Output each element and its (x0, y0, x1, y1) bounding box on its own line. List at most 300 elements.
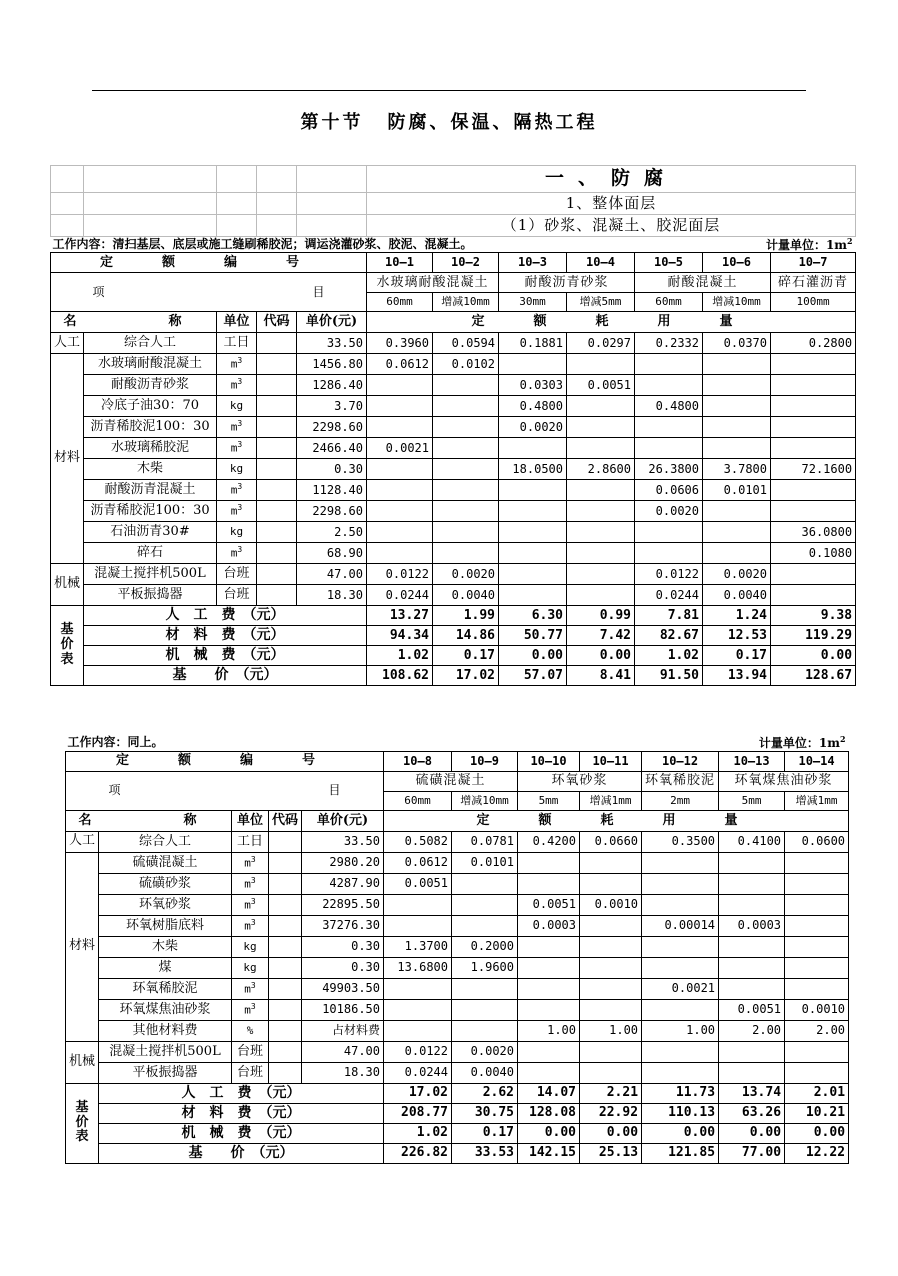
quota-code: 10—12 (642, 751, 719, 771)
quantity-cell (642, 957, 719, 978)
item-name: 环氧树脂底料 (99, 915, 232, 936)
quantity-cell: 0.0122 (635, 564, 703, 585)
quota-code: 10—4 (567, 253, 635, 273)
base-price-value: 82.67 (635, 626, 703, 646)
table-row (66, 1020, 849, 1041)
base-price-value: 110.13 (642, 1103, 719, 1123)
item-price: 33.50 (302, 831, 384, 852)
quantity-cell: 0.0101 (703, 480, 771, 501)
spec-cell: 60mm (384, 791, 452, 810)
item-price: 10186.50 (302, 999, 384, 1020)
quantity-cell (384, 915, 452, 936)
quantity-cell (719, 873, 785, 894)
table-row (51, 333, 856, 354)
quantity-cell (499, 501, 567, 522)
quantity-cell: 1.00 (518, 1020, 580, 1041)
quantity-cell (567, 585, 635, 606)
item-name: 水玻璃耐酸混凝土 (84, 354, 217, 375)
quantity-cell: 2.00 (719, 1020, 785, 1041)
quantity-cell (719, 957, 785, 978)
quantity-cell: 0.0020 (703, 564, 771, 585)
quantity-cell: 0.0020 (499, 417, 567, 438)
item-name: 硫磺砂浆 (99, 873, 232, 894)
base-price-label: 材 料 费 （元） (84, 626, 367, 646)
name-header: 名 称 (66, 810, 232, 831)
quantity-cell (367, 396, 433, 417)
quantity-cell: 0.4800 (635, 396, 703, 417)
base-price-value: 0.00 (518, 1123, 580, 1143)
item-label-b: 目 (328, 783, 341, 798)
unit-exponent: 2 (839, 735, 846, 745)
quantity-cell: 0.0781 (452, 831, 518, 852)
table-heading: 1、整体面层 (367, 193, 856, 215)
quantity-cell (703, 543, 771, 564)
table-row (51, 522, 856, 543)
quantity-cell (642, 1062, 719, 1083)
base-price-value: 33.53 (452, 1143, 518, 1163)
quantity-cell (567, 438, 635, 459)
base-price-value: 30.75 (452, 1103, 518, 1123)
quantity-cell (785, 957, 849, 978)
quantity-cell (433, 459, 499, 480)
base-price-value: 12.22 (785, 1143, 849, 1163)
table-row (66, 810, 849, 831)
table-row (66, 735, 849, 751)
unit-header: 单位 (232, 810, 269, 831)
item-name: 碎石 (84, 543, 217, 564)
quantity-cell: 0.0244 (384, 1062, 452, 1083)
quantity-cell: 0.00014 (642, 915, 719, 936)
section-title-text: 防腐、保温、隔热工程 (387, 112, 598, 133)
item-unit (232, 894, 269, 915)
item-price: 2980.20 (302, 852, 384, 873)
item-code (257, 564, 297, 585)
quantity-cell (703, 354, 771, 375)
base-price-value: 7.81 (635, 606, 703, 626)
quantity-cell: 0.1080 (771, 543, 856, 564)
group-name: 耐酸混凝土 (635, 273, 771, 293)
unit-exponent: 3 (237, 503, 243, 513)
quota-code: 10—14 (785, 751, 849, 771)
table-row (51, 459, 856, 480)
item-name: 耐酸沥青砂浆 (84, 375, 217, 396)
quantity-cell (635, 354, 703, 375)
item-unit (232, 915, 269, 936)
quantity-cell (518, 873, 580, 894)
quantity-cell: 0.0040 (433, 585, 499, 606)
grid-cell (51, 193, 84, 215)
quantity-cell (771, 375, 856, 396)
unit-text: m (230, 442, 238, 456)
table-row (66, 957, 849, 978)
item-price: 0.30 (302, 957, 384, 978)
unit-exponent: 3 (250, 896, 256, 906)
category-material (66, 852, 99, 1041)
quantity-cell (567, 543, 635, 564)
quantity-cell (642, 999, 719, 1020)
quantity-cell: 0.0297 (567, 333, 635, 354)
item-price: 2298.60 (297, 417, 367, 438)
quantity-cell (518, 1041, 580, 1062)
category-labor: 人工 (66, 831, 99, 852)
quantity-cell: 0.0612 (367, 354, 433, 375)
table-row (66, 915, 849, 936)
group-name: 水玻璃耐酸混凝土 (367, 273, 499, 293)
quantity-cell: 0.0051 (719, 999, 785, 1020)
quota-code: 10—8 (384, 751, 452, 771)
base-price-value: 1.02 (367, 646, 433, 666)
item-unit (217, 417, 257, 438)
item-name: 沥青稀胶泥100：30 (84, 417, 217, 438)
item-code (269, 1062, 302, 1083)
item-price: 37276.30 (302, 915, 384, 936)
price-header: 单价(元) (302, 810, 384, 831)
measure-unit (642, 735, 849, 751)
base-price-value: 17.02 (433, 666, 499, 686)
quantity-cell (518, 999, 580, 1020)
category-machine-label: 机械 (53, 576, 80, 592)
spec-cell: 2mm (642, 791, 719, 810)
item-price: 1128.40 (297, 480, 367, 501)
item-label-b: 目 (312, 284, 325, 299)
item-unit (217, 396, 257, 417)
spec-cell: 30mm (499, 293, 567, 312)
item-unit (232, 1020, 269, 1041)
quantity-cell (642, 894, 719, 915)
base-price-label: 机 械 费 （元） (99, 1123, 384, 1143)
base-price-value: 13.74 (719, 1083, 785, 1103)
item-price: 18.30 (297, 585, 367, 606)
category-labor: 人工 (51, 333, 84, 354)
item-price: 3.70 (297, 396, 367, 417)
quantity-cell (719, 1062, 785, 1083)
item-unit: 台班 (217, 585, 257, 606)
unit-text: m (244, 1003, 251, 1017)
quantity-cell (785, 978, 849, 999)
item-price: 0.30 (302, 936, 384, 957)
quantity-cell (580, 978, 642, 999)
quantity-cell (567, 417, 635, 438)
grid-cell (51, 215, 84, 237)
consumption-header: 定 额 耗 用 量 (367, 312, 856, 333)
table-row (51, 438, 856, 459)
base-price-label: 人 工 费 （元） (84, 606, 367, 626)
unit-text: m (244, 856, 251, 870)
base-price-value: 128.67 (771, 666, 856, 686)
quantity-cell (580, 852, 642, 873)
item-price: 1456.80 (297, 354, 367, 375)
quantity-cell: 0.0051 (384, 873, 452, 894)
quantity-cell (580, 1041, 642, 1062)
spec-cell: 增减5mm (567, 293, 635, 312)
item-name: 冷底子油30：70 (84, 396, 217, 417)
unit-exponent: 3 (237, 545, 243, 555)
section-title (0, 108, 898, 134)
table-row (51, 375, 856, 396)
quantity-cell (567, 480, 635, 501)
quantity-cell (433, 522, 499, 543)
unit-text: m (244, 877, 251, 891)
quantity-cell (703, 396, 771, 417)
quantity-cell: 0.0594 (433, 333, 499, 354)
group-name: 环氧稀胶泥 (642, 771, 719, 791)
base-price-value: 128.08 (518, 1103, 580, 1123)
group-name: 硫磺混凝土 (384, 771, 518, 791)
base-price-value: 57.07 (499, 666, 567, 686)
item-code (257, 396, 297, 417)
quantity-cell (367, 522, 433, 543)
spec-cell: 增减10mm (452, 791, 518, 810)
quantity-cell (499, 522, 567, 543)
item-code (269, 957, 302, 978)
base-price-value: 91.50 (635, 666, 703, 686)
unit-exponent: 3 (237, 419, 243, 429)
base-price-value: 0.17 (452, 1123, 518, 1143)
table-heading: （1）砂浆、混凝土、胶泥面层 (367, 215, 856, 237)
table-row (51, 543, 856, 564)
quantity-cell (499, 585, 567, 606)
unit-text: m (230, 505, 238, 519)
grid-cell (217, 166, 257, 193)
item-unit (232, 852, 269, 873)
item-unit (217, 522, 257, 543)
base-price-label: 基 价 （元） (84, 666, 367, 686)
table-row (66, 852, 849, 873)
quota-table-1 (50, 165, 856, 686)
quantity-cell (567, 354, 635, 375)
table-row (51, 273, 856, 293)
base-price-value: 0.17 (433, 646, 499, 666)
item-code (269, 852, 302, 873)
group-name: 环氧煤焦油砂浆 (719, 771, 849, 791)
quantity-cell (433, 396, 499, 417)
table-row (66, 751, 849, 771)
item-unit: 工日 (232, 831, 269, 852)
base-price-value: 208.77 (384, 1103, 452, 1123)
quantity-cell (635, 417, 703, 438)
unit-text: m (230, 421, 238, 435)
table-row (51, 354, 856, 375)
table-row (66, 831, 849, 852)
item-label (51, 273, 367, 312)
table-row (51, 666, 856, 686)
base-price-value: 1.02 (384, 1123, 452, 1143)
quantity-cell: 0.5082 (384, 831, 452, 852)
quantity-cell: 13.6800 (384, 957, 452, 978)
grid-cell (51, 166, 84, 193)
item-name: 硫磺混凝土 (99, 852, 232, 873)
unit-text: kg (243, 939, 257, 953)
quantity-cell (384, 1020, 452, 1041)
table-row (66, 1143, 849, 1163)
quantity-cell: 0.0600 (785, 831, 849, 852)
table-row (66, 771, 849, 791)
base-price-value: 63.26 (719, 1103, 785, 1123)
item-code (269, 999, 302, 1020)
item-code (269, 978, 302, 999)
category-machine-label: 机械 (68, 1053, 95, 1069)
grid-cell (297, 215, 367, 237)
quota-number-label: 定 额 编 号 (51, 253, 367, 273)
item-price: 47.00 (297, 564, 367, 585)
item-code (257, 354, 297, 375)
unit-text: m (244, 919, 251, 933)
table-row (66, 1103, 849, 1123)
quantity-cell: 0.2000 (452, 936, 518, 957)
quota-code: 10—11 (580, 751, 642, 771)
item-unit (232, 978, 269, 999)
item-name: 综合人工 (99, 831, 232, 852)
quantity-cell (384, 978, 452, 999)
item-unit (232, 957, 269, 978)
consumption-header: 定 额 耗 用 量 (384, 810, 849, 831)
quantity-cell (367, 417, 433, 438)
item-price: 2298.60 (297, 501, 367, 522)
quantity-cell: 0.0606 (635, 480, 703, 501)
item-name: 木柴 (99, 936, 232, 957)
quota-table-2 (65, 735, 849, 1164)
item-code (257, 417, 297, 438)
item-unit (217, 543, 257, 564)
quantity-cell: 72.1600 (771, 459, 856, 480)
quantity-cell: 0.0244 (635, 585, 703, 606)
category-machine (51, 564, 84, 606)
grid-cell (297, 193, 367, 215)
base-price-label: 材 料 费 （元） (99, 1103, 384, 1123)
quantity-cell: 0.0122 (367, 564, 433, 585)
quantity-cell (384, 999, 452, 1020)
grid-cell (297, 166, 367, 193)
table-row (51, 564, 856, 585)
quantity-cell (580, 915, 642, 936)
unit-label: 计量单位：1m (765, 238, 847, 253)
item-code (269, 936, 302, 957)
table-row (66, 999, 849, 1020)
quota-code: 10—5 (635, 253, 703, 273)
table-row (51, 606, 856, 626)
category-machine (66, 1041, 99, 1083)
base-price-value: 0.00 (567, 646, 635, 666)
base-price-label: 机 械 费 （元） (84, 646, 367, 666)
quantity-cell (771, 438, 856, 459)
quantity-cell (719, 894, 785, 915)
quantity-cell (452, 1020, 518, 1041)
item-code (257, 543, 297, 564)
quantity-cell: 36.0800 (771, 522, 856, 543)
quantity-cell (642, 852, 719, 873)
item-unit (232, 999, 269, 1020)
table-row (66, 978, 849, 999)
table-row (51, 237, 856, 253)
group-name: 碎石灌沥青 (771, 273, 856, 293)
quantity-cell: 0.2800 (771, 333, 856, 354)
quantity-cell (433, 375, 499, 396)
table-row (51, 166, 856, 193)
base-price-value: 0.00 (580, 1123, 642, 1143)
item-price: 1286.40 (297, 375, 367, 396)
unit-text: m (230, 484, 238, 498)
unit-text: m (230, 379, 238, 393)
section-title-number: 第十节 (300, 112, 364, 133)
spec-cell: 增减10mm (703, 293, 771, 312)
item-label-a: 项 (92, 284, 105, 299)
item-code (257, 480, 297, 501)
item-name: 平板振捣器 (84, 585, 217, 606)
item-code (257, 375, 297, 396)
table-row (51, 626, 856, 646)
category-material (51, 354, 84, 564)
quantity-cell (635, 543, 703, 564)
quantity-cell (433, 417, 499, 438)
item-code (269, 1020, 302, 1041)
grid-cell (217, 193, 257, 215)
item-name: 混凝土搅拌机500L (84, 564, 217, 585)
quantity-cell (518, 936, 580, 957)
quantity-cell: 0.0051 (567, 375, 635, 396)
quantity-cell (771, 480, 856, 501)
quantity-cell: 1.9600 (452, 957, 518, 978)
table-row (66, 936, 849, 957)
base-price-value: 25.13 (580, 1143, 642, 1163)
grid-cell (84, 193, 217, 215)
table-row (66, 1041, 849, 1062)
item-price: 22895.50 (302, 894, 384, 915)
spec-cell: 5mm (518, 791, 580, 810)
quantity-cell (771, 354, 856, 375)
quantity-cell (635, 375, 703, 396)
item-unit: 台班 (232, 1062, 269, 1083)
category-base-price (51, 606, 84, 686)
unit-text: % (246, 1023, 254, 1037)
item-unit: 工日 (217, 333, 257, 354)
item-name: 环氧砂浆 (99, 894, 232, 915)
quantity-cell (580, 999, 642, 1020)
item-name: 煤 (99, 957, 232, 978)
item-unit (217, 354, 257, 375)
quantity-cell (433, 480, 499, 501)
table-row (66, 873, 849, 894)
spec-cell: 5mm (719, 791, 785, 810)
item-code (257, 501, 297, 522)
work-content: 工作内容：清扫基层、底层或施工缝刷稀胶泥；调运浇灌砂浆、胶泥、混凝土。 (52, 237, 473, 252)
item-price: 占材料费 (302, 1020, 384, 1041)
quantity-cell: 0.0020 (452, 1041, 518, 1062)
base-price-value: 13.27 (367, 606, 433, 626)
quantity-cell: 0.3960 (367, 333, 433, 354)
quantity-cell: 26.3800 (635, 459, 703, 480)
quantity-cell: 0.0021 (367, 438, 433, 459)
item-unit (217, 501, 257, 522)
quantity-cell (785, 936, 849, 957)
item-unit (217, 459, 257, 480)
item-unit (232, 936, 269, 957)
table-row (51, 585, 856, 606)
base-price-value: 121.85 (642, 1143, 719, 1163)
grid-cell (84, 215, 217, 237)
base-price-value: 22.92 (580, 1103, 642, 1123)
quantity-cell: 0.2332 (635, 333, 703, 354)
quantity-cell: 1.3700 (384, 936, 452, 957)
item-unit (217, 438, 257, 459)
base-price-value: 13.94 (703, 666, 771, 686)
quantity-cell (499, 543, 567, 564)
quota-code: 10—6 (703, 253, 771, 273)
table-row (51, 646, 856, 666)
quantity-cell (433, 543, 499, 564)
base-price-label: 人 工 费 （元） (99, 1083, 384, 1103)
table-row (51, 480, 856, 501)
quantity-cell (499, 438, 567, 459)
